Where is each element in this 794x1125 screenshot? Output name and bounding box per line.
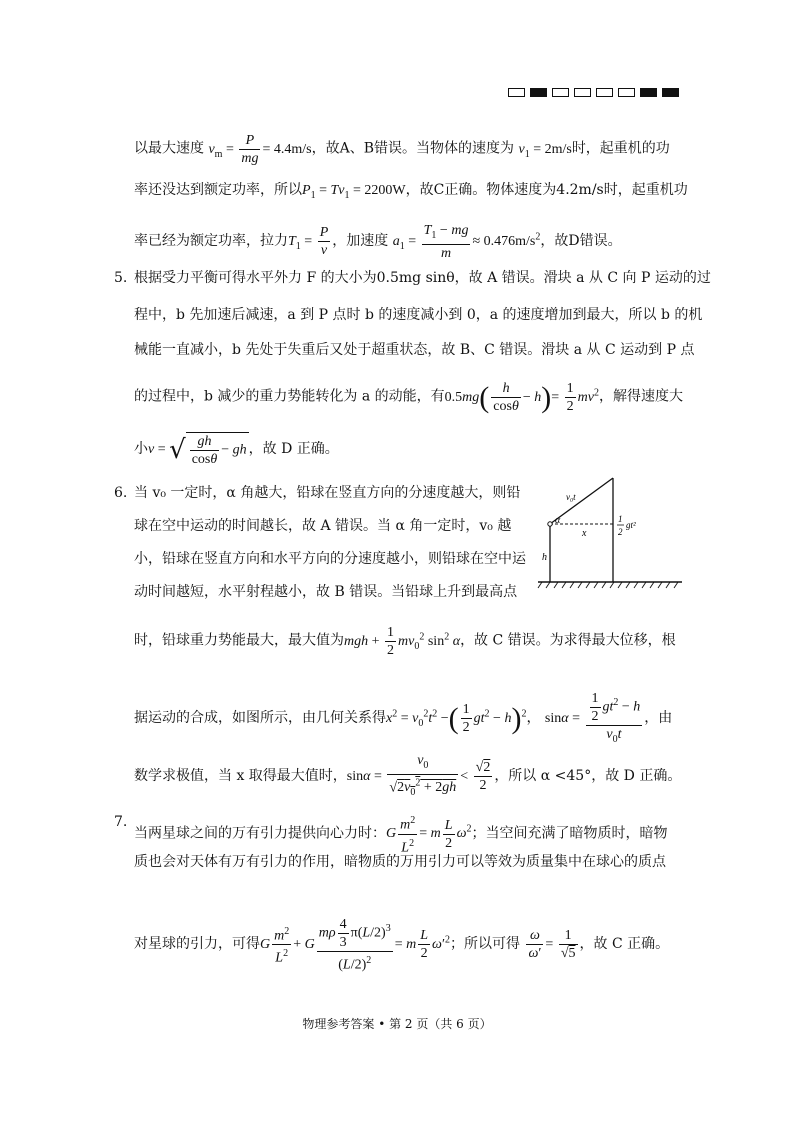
header-mark xyxy=(552,88,569,97)
formula: $x^2 = v_0^2t^2$ −( $\frac{1}{2}$ $gt^2 - h)^2$ xyxy=(386,701,527,736)
header-mark xyxy=(596,88,613,97)
q5-line-1: 根据受力平衡可得水平外力 F 的大小为0.5mg sinθ，故 A 错误。滑块 a 从 C 向 P 运动的过 xyxy=(134,270,711,286)
fraction: $\frac{T_1 - mg}{m}$ xyxy=(423,223,469,261)
formula: $T_1$ = $\frac{P}{v}$ xyxy=(288,225,329,259)
header-marks xyxy=(508,88,679,97)
page-footer: 物理参考答案 • 第 2 页（共 6 页） xyxy=(302,1017,492,1031)
label-x: x xyxy=(582,528,587,539)
fraction: $\frac{m^2}{L^2}$ xyxy=(400,815,416,856)
formula: $P_1 = Tv_1 = 2200W$ xyxy=(302,183,406,201)
header-mark xyxy=(508,88,525,97)
q7-line-3: 对星球的引力，可得G $\frac{m^2}{L^2}$ + G mρ $\frac{4}{3}$ $\pi(L/2)^3$ $(L/2)^2$ = m $\frac{L}{2}$ $\omega'^2$；所以可得 $\frac{\omega}{\omega'}$ = $\frac{1}{√5}$ ，故 C 正确。 xyxy=(134,917,670,973)
label-half-den: 2 xyxy=(618,527,623,537)
formula: G $\frac{m^2}{L^2}$ = m $\frac{L}{2}$ $\omega^2$ xyxy=(386,826,471,841)
label-half-num: 1 xyxy=(618,514,623,524)
header-mark xyxy=(640,88,657,97)
q6-line-4: 动时间越短，水平射程越小，故 B 错误。当铅球上升到最高点 xyxy=(134,584,518,600)
formula: $a_1$ = $\frac{T_1 - mg}{m}$ ≈ $0.476m/s^2$ xyxy=(392,223,541,261)
formula: $\frac{\omega}{\omega'}$ = $\frac{1}{√5}$ xyxy=(528,928,576,962)
fraction: $\frac{v_0}{√2v_0^2 + 2gh}$ xyxy=(387,752,458,801)
q6-line-3: 小，铅球在竖直方向和水平方向的分速度越小，则铅球在空中运 xyxy=(134,551,526,567)
q6-line-6: 据运动的合成，如图所示，由几何关系得$x^2 = v_0^2t^2$ −( $\frac{1}{2}$ $gt^2 - h)^2$， sinα = $\frac{1}{2}$ $gt^2 - h$ $v_0t$ ，由 xyxy=(134,690,672,748)
formula: G $\frac{m^2}{L^2}$ + G mρ $\frac{4}{3}$ $\pi(L/2)^3$ $(L/2)^2$ = m $\frac{L}{2}$ $\omega'^2$ xyxy=(260,917,450,973)
q4-line-2: 率还没达到额定功率，所以$P_1 = Tv_1 = 2200W$，故C正确。物体速度为4.2m/s时，起重机功 xyxy=(134,182,688,201)
fraction: $\frac{1}{2}$ xyxy=(462,702,470,736)
q5-line-2: 程中，b 先加速后减速，a 到 P 点时 b 的速度减小到 0，a 的速度增加到最大，所以 b 的机 xyxy=(134,307,703,323)
fraction: $\frac{P}{mg}$ xyxy=(241,133,259,166)
projectile-diagram xyxy=(536,470,684,590)
label-alpha: α xyxy=(555,515,561,526)
fraction: $\frac{1}{2}$ $gt^2 - h$ $v_0t$ xyxy=(586,690,643,748)
q4-line-1: 以最大速度 $v_m$ = $\frac{P}{mg}$ = 4.4m/s，故A、B错误。当物体的速度为 $v_1 = 2m/s$时，起重机的功 xyxy=(134,133,670,166)
fraction: $\frac{h}{\cos\theta}$ xyxy=(493,381,519,414)
question-number: 6. xyxy=(114,485,128,501)
formula: sinα = $\frac{v_0}{√2v_0^2 + 2gh}$ < $\frac{√2}{2}$ xyxy=(347,769,495,784)
header-mark xyxy=(574,88,591,97)
label-h: h xyxy=(542,552,547,563)
fraction: $\frac{L}{2}$ xyxy=(444,817,453,851)
fraction: $\frac{m^2}{L^2}$ xyxy=(274,925,290,966)
formula: v = √ $\frac{gh}{\cos\theta}$ − gh xyxy=(148,434,247,467)
fraction: $\frac{\omega}{\omega'}$ xyxy=(528,928,542,962)
fraction: $\frac{1}{√5}$ xyxy=(560,928,576,962)
q4-line-3: 率已经为额定功率，拉力$T_1$ = $\frac{P}{v}$ ，加速度 $a_1$ = $\frac{T_1 - mg}{m}$ ≈ $0.476m/s^2$，故D错误。 xyxy=(134,223,622,261)
label-gt2: gt² xyxy=(626,520,636,530)
header-mark xyxy=(530,88,547,97)
q7-line-2: 质也会对天体有万有引力的作用，暗物质的万用引力可以等效为质量集中在球心的质点 xyxy=(134,854,666,870)
header-mark xyxy=(662,88,679,97)
q7-line-1: 当两星球之间的万有引力提供向心力时：G $\frac{m^2}{L^2}$ = m $\frac{L}{2}$ $\omega^2$；当空间充满了暗物质时，暗物 xyxy=(134,812,667,856)
q6-line-5: 时，铅球重力势能最大，最大值为mgh + $\frac{1}{2}$ $mv_0^2$ $\sin^2 \alpha$，故 C 错误。为求得最大位移，根 xyxy=(134,625,676,658)
q6-line-1: 当 v₀ 一定时，α 角越大，铅球在竖直方向的分速度越大，则铅 xyxy=(134,485,521,501)
question-number: 7. xyxy=(114,814,128,830)
formula: mgh + $\frac{1}{2}$ $mv_0^2$ $\sin^2 \alpha$ xyxy=(344,625,461,658)
question-number: 5. xyxy=(114,270,128,286)
q5-line-5: 小v = √ $\frac{gh}{\cos\theta}$ − gh ，故 D 正确。 xyxy=(134,434,339,467)
q5-line-4: 的过程中，b 减少的重力势能转化为 a 的动能，有0.5mg( $\frac{h}{\cos\theta}$ − h)= $\frac{1}{2}$ $mv^2$，解得速度大 xyxy=(134,380,683,414)
label-v0t: v₀t xyxy=(566,492,576,502)
q6-line-2: 球在空中运动的时间越长，故 A 错误。当 α 角一定时，v₀ 越 xyxy=(134,518,512,534)
formula: sinα = $\frac{1}{2}$ $gt^2 - h$ $v_0t$ xyxy=(545,711,644,726)
formula: $v_1 = 2m/s$ xyxy=(518,141,572,160)
fraction: $\frac{gh}{\cos\theta}$ xyxy=(191,434,218,467)
q5-line-3: 械能一直减小，b 先处于失重后又处于超重状态，故 B、C 错误。滑块 a 从 C 运动到 P 点 xyxy=(134,342,695,358)
formula: $v_m$ = $\frac{P}{mg}$ = 4.4m/s xyxy=(208,133,312,166)
fraction: $\frac{1}{2}$ xyxy=(387,625,395,658)
fraction: $\frac{√2}{2}$ xyxy=(475,760,491,794)
q6-line-7: 数学求极值，当 x 取得最大值时，sinα = $\frac{v_0}{√2v_0^2 + 2gh}$ < $\frac{√2}{2}$ ，所以 α <45°，故 D 正确。 xyxy=(134,752,681,801)
fraction: $\frac{P}{v}$ xyxy=(319,225,329,259)
fraction: $\frac{L}{2}$ xyxy=(420,928,429,962)
fraction: mρ $\frac{4}{3}$ $\pi(L/2)^3$ $(L/2)^2$ xyxy=(318,917,391,973)
formula: 0.5mg( $\frac{h}{\cos\theta}$ − h)= $\frac{1}{2}$ $mv^2$ xyxy=(444,380,599,414)
fraction: $\frac{1}{2}$ xyxy=(566,381,574,414)
header-mark xyxy=(618,88,635,97)
